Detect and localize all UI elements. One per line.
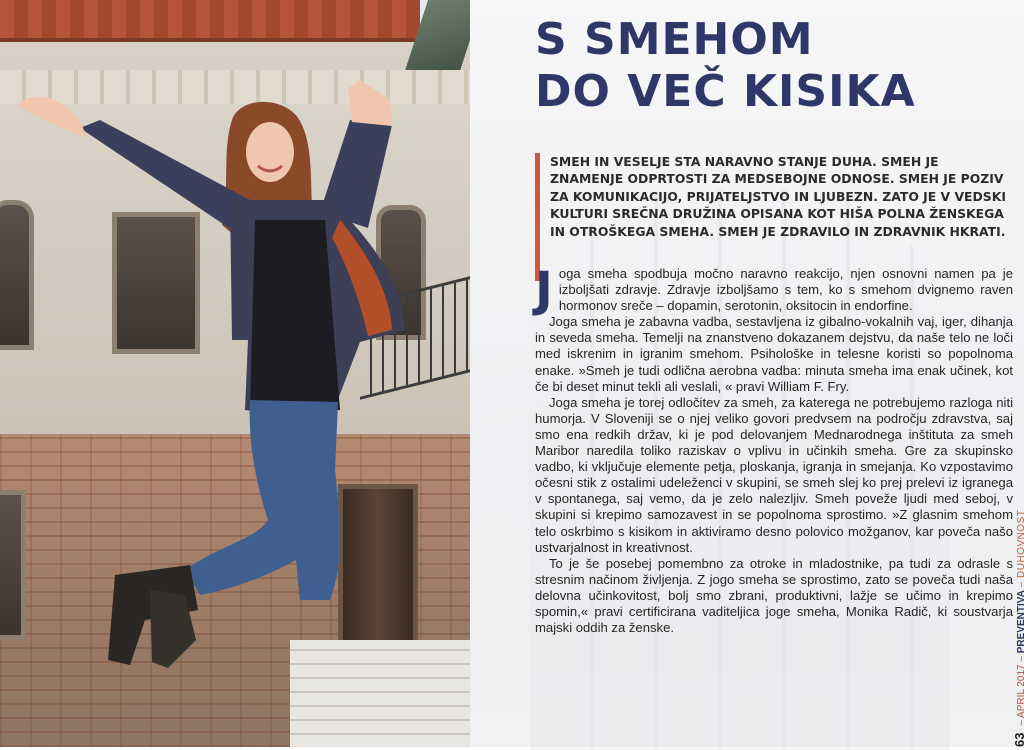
- magazine-name: PREVENTIVA: [1016, 590, 1027, 654]
- jumping-woman-figure: [0, 0, 470, 747]
- footer-line: [1012, 510, 1027, 747]
- article-photo: [0, 0, 470, 747]
- paragraph-2: Joga smeha je zabavna vadba, sestavljena iz gibalno-vokalnih vaj, iger, dihanja in seveda smeha. Temelji na znanstveno dokazanem dejstvu, da naše telo ne loči med iskrenim in igranim smehom. Psihološke in telesne koristi so popolnoma enake. »Smeh je tudi odlična aerobna vadba: minuta smeha ima enak učinek, kot če bi deset minut tekli ali veslali, « pravi William F. Fry.: [535, 314, 1013, 394]
- issue-date: – APRIL 2017 –: [1016, 656, 1027, 726]
- section-name: – DUHOVNOST: [1016, 509, 1027, 588]
- paragraph-4: To je še posebej pomembno za otroke in mladostnike, pa tudi za odrasle s stresnim načinom življenja. Z jogo smeha se sprostimo, zato se poveča tudi naša delovna učinkovitost, bolj smo zbrani, produktivni, lažje se učimo in krepimo spomin,« pravi certificirana vaditeljica joge smeha, Monika Radič, ki soustvarja majski oddih za ženske.: [535, 555, 1013, 636]
- paragraph-3: Joga smeha je torej odločitev za smeh, za katerega ne potrebujemo razloga niti humorja. V Sloveniji se o njej veliko govori predvsem na področju zdravstva, saj smo ena redkih držav, ki je pod delovanjem Mednarodnega inštituta za smeh Maribor naredila toliko raziskav o vplivu in učinkih smeha. Gre za skupinsko vadbo, ki vključuje elemente petja, ploskanja, igranja in smejanja. Ko vzpostavimo očesni stik z ostalimi udeleženci v skupini, se smeh slej ko prej prelevi iz igranega v spontanega, saj vemo, da je zelo nalezljiv. Smeh poveže ljudi med seboj, v skupini si krepimo samozavest in se popolnoma sprostimo. »Z glasnim smehom telo oskrbimo s kisikom in aktiviramo desno polovico možganov, kar poveča našo ustvarjalnost in kreativnost.: [535, 394, 1013, 555]
- article-body: [535, 262, 1013, 736]
- paragraph-1: [535, 262, 1013, 318]
- drop-cap: J: [535, 262, 553, 318]
- page-number: 63: [1012, 732, 1027, 747]
- lead-paragraph: SMEH IN VESELJE STA NARAVNO STANJE DUHA. SMEH JE ZNAMENJE ODPRTOSTI ZA MEDSEBOJNE ODNOSE. SMEH JE POZIV ZA KOMUNIKACIJO, PRIJATELJSTVO IN LJUBEZN. ZATO JE V VEDSKI KULTURI SREČNA DRUŽINA OPISANA KOT HIŠA POLNA ŽENSKEGA IN OTROŠKEGA SMEHA. SMEH JE ZDRAVILO IN ZDRAVNIK HKRATI.: [535, 153, 1013, 281]
- paragraph-1-text: oga smeha spodbuja močno naravno reakcijo, njen osnovni namen pa je izboljšati zdravje. Zdravje izboljšamo s tem, ko s smehom dvignemo raven hormonov sreče – dopamin, serotonin, oksitocin in endorfine.: [558, 266, 1013, 314]
- page-footer: [1000, 509, 1027, 747]
- title-line-2: DO VEČ KISIKA: [535, 66, 916, 117]
- article-text-page: [470, 0, 1024, 747]
- title-line-1: S SMEHOM: [535, 14, 814, 65]
- article-title: [535, 14, 1005, 118]
